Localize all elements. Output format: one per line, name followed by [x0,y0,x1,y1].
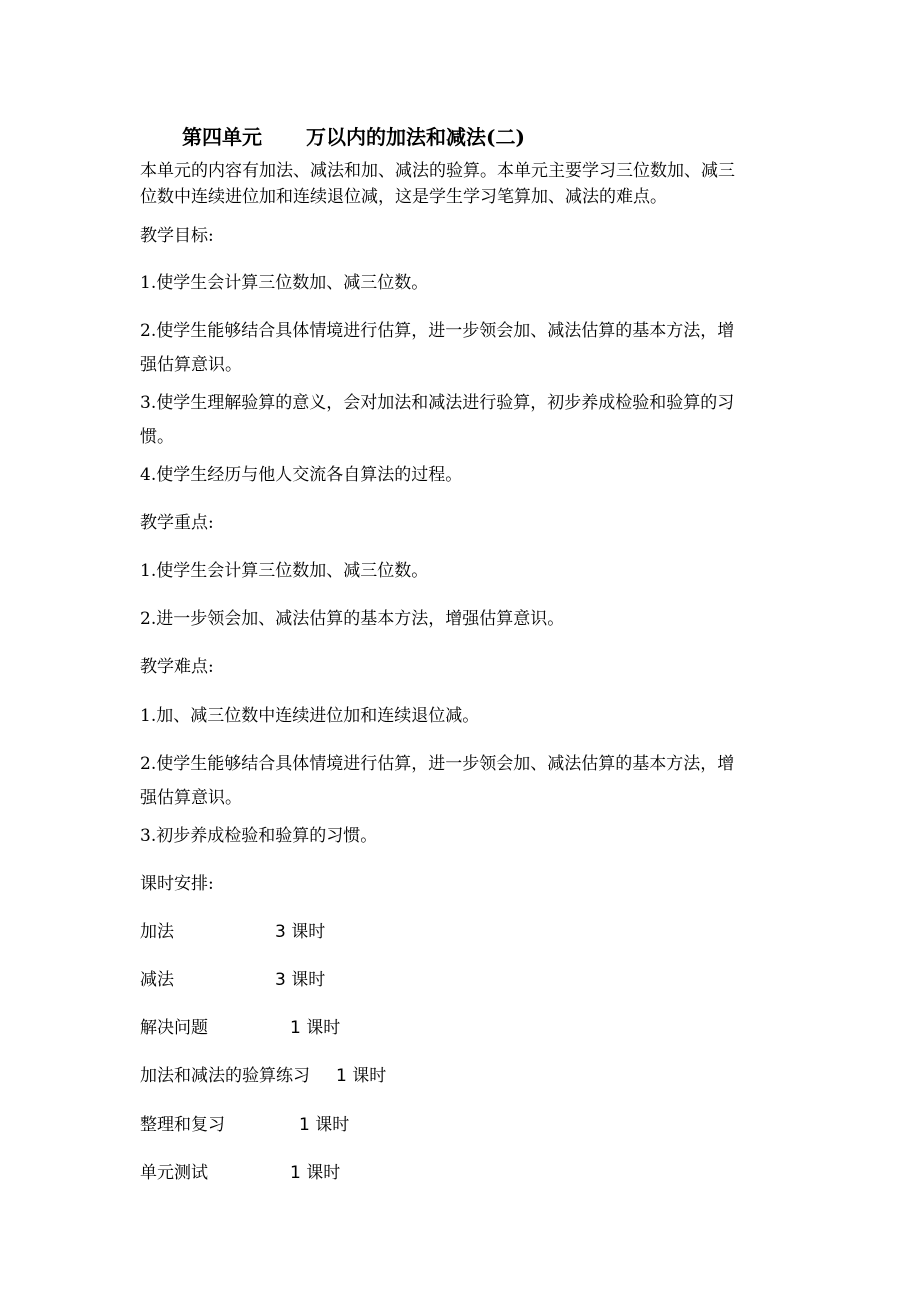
schedule-row-label: 单元测试 [140,1163,208,1183]
title-name: 万以内的加法和减法(二) [306,125,525,149]
objective-4: 4.使学生经历与他人交流各自算法的过程。 [140,465,463,485]
objective-1: 1.使学生会计算三位数加、减三位数。 [140,273,429,293]
intro-line-1: 本单元的内容有加法、减法和加、减法的验算。本单元主要学习三位数加、减三 [140,161,735,181]
schedule-row-value: 1 课时 [290,1018,341,1038]
difficulty-1: 1.加、减三位数中连续进位加和连续退位减。 [140,706,480,726]
key-point-1: 1.使学生会计算三位数加、减三位数。 [140,561,429,581]
schedule-row-label: 减法 [140,970,174,990]
schedule-row-value: 3 课时 [275,922,326,942]
intro-line-2: 位数中连续进位加和连续退位减，这是学生学习笔算加、减法的难点。 [140,187,667,207]
schedule-row [140,919,540,945]
schedule-row-label: 整理和复习 [140,1115,225,1135]
schedule-row-label: 加法和减法的验算练习 [140,1066,310,1086]
difficulty-2-line-1: 2.使学生能够结合具体情境进行估算，进一步领会加、减法估算的基本方法，增 [140,754,735,774]
difficulty-2-line-2: 强估算意识。 [140,788,242,808]
objectives-heading: 教学目标: [140,226,214,246]
schedule-row-value: 1 课时 [336,1066,387,1086]
schedule-row-label: 解决问题 [140,1018,208,1038]
key-points-heading: 教学重点: [140,513,214,533]
key-point-2: 2.进一步领会加、减法估算的基本方法，增强估算意识。 [140,609,565,629]
schedule-row-value: 1 课时 [299,1115,350,1135]
schedule-row [140,967,540,993]
objective-2-line-2: 强估算意识。 [140,355,242,375]
schedule-row [140,1112,540,1138]
difficulty-3: 3.初步养成检验和验算的习惯。 [140,826,378,846]
title-unit: 第四单元 [182,125,262,149]
schedule-row-value: 3 课时 [275,970,326,990]
schedule-row-label: 加法 [140,922,174,942]
document-title [182,122,525,152]
schedule-row [140,1160,540,1186]
schedule-row-value: 1 课时 [290,1163,341,1183]
schedule-heading: 课时安排: [140,874,214,894]
schedule-row [140,1063,540,1089]
schedule-row [140,1015,540,1041]
objective-2-line-1: 2.使学生能够结合具体情境进行估算，进一步领会加、减法估算的基本方法，增 [140,321,735,341]
difficulties-heading: 教学难点: [140,657,214,677]
objective-3-line-1: 3.使学生理解验算的意义，会对加法和减法进行验算，初步养成检验和验算的习 [140,393,735,413]
objective-3-line-2: 惯。 [140,427,174,447]
